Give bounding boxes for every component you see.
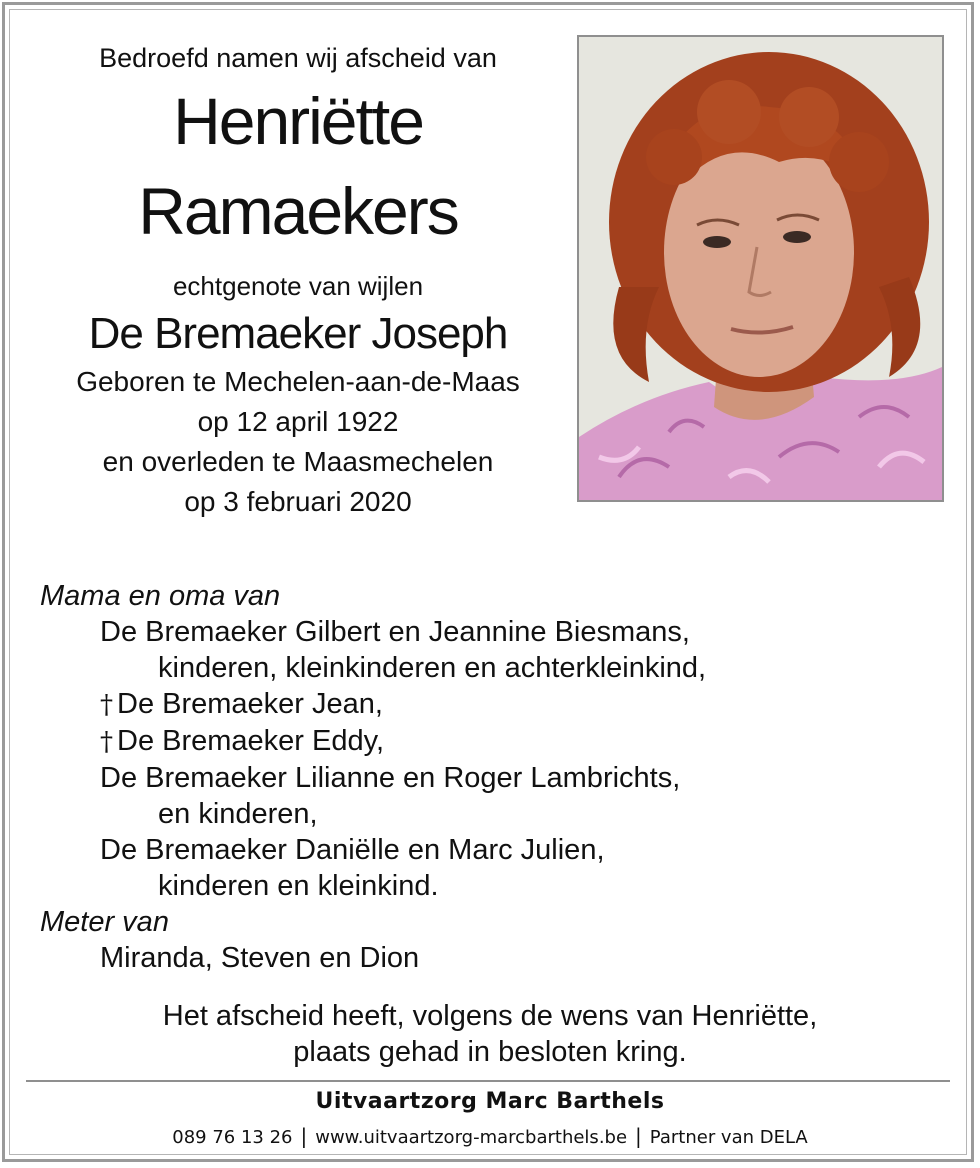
phone-number: 089 76 13 26: [172, 1127, 293, 1148]
relative-line-deceased: [40, 686, 940, 723]
relative-name: De Bremaeker Eddy,: [117, 725, 385, 757]
deceased-last-name: Ramaekers: [138, 174, 458, 248]
relative-name: De Bremaeker Jean,: [117, 688, 383, 720]
relative-line: De Bremaeker Gilbert en Jeannine Biesmans,: [100, 616, 690, 648]
divider: [26, 1080, 950, 1082]
mama-heading: Mama en oma van: [40, 580, 281, 612]
relative-line-deceased: [40, 723, 940, 760]
relative-line: De Bremaeker Daniëlle en Marc Julien,: [100, 834, 605, 866]
died-date: op 3 februari 2020: [184, 486, 412, 517]
intro-text: Bedroefd namen wij afscheid van: [99, 43, 497, 73]
closing-text: [40, 998, 940, 1070]
born-place: Geboren te Mechelen-aan-de-Maas: [76, 366, 520, 397]
relative-line: kinderen en kleinkind.: [158, 870, 439, 902]
relative-line: kinderen, kleinkinderen en achterkleinkind,: [158, 652, 707, 684]
died-place: en overleden te Maasmechelen: [102, 446, 494, 477]
header-block: [40, 40, 556, 522]
separator: |: [635, 1124, 642, 1148]
relative-line: De Bremaeker Lilianne en Roger Lambrichts,: [100, 762, 681, 794]
cross-icon: †: [100, 727, 113, 757]
cross-icon: †: [100, 690, 113, 720]
born-date: op 12 april 1922: [197, 406, 399, 437]
closing-line-1: Het afscheid heeft, volgens de wens van Henriëtte,: [162, 1000, 818, 1032]
funeral-company-name: Uitvaartzorg Marc Barthels: [315, 1089, 665, 1114]
separator: |: [300, 1124, 308, 1148]
deceased-first-name: Henriëtte: [173, 84, 423, 158]
partner-text: Partner van DELA: [649, 1127, 808, 1148]
portrait-photo: [577, 35, 944, 502]
closing-line-2: plaats gehad in besloten kring.: [293, 1036, 687, 1068]
spouse-name: De Bremaeker Joseph: [88, 309, 508, 358]
website-link[interactable]: www.uitvaartzorg-marcbarthels.be: [315, 1127, 628, 1148]
meter-heading: Meter van: [40, 906, 169, 938]
spouse-intro: echtgenote van wijlen: [172, 271, 424, 301]
relatives-list: [40, 578, 940, 976]
footer-contact: [0, 1124, 980, 1148]
portrait-illustration: [579, 37, 942, 500]
relative-line: en kinderen,: [158, 798, 318, 830]
godchildren-line: Miranda, Steven en Dion: [100, 942, 420, 974]
